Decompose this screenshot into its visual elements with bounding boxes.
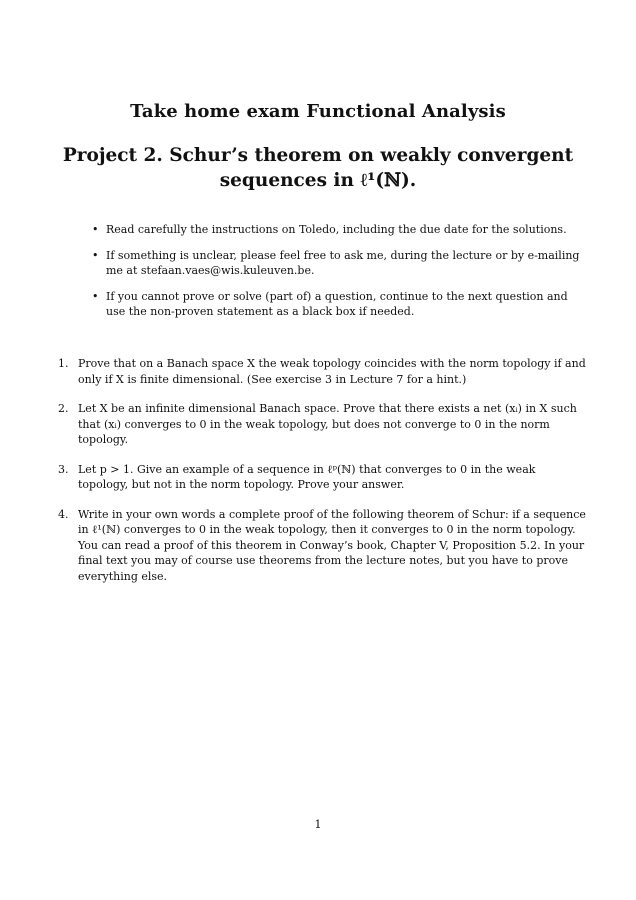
page-title: Take home exam Functional Analysis: [130, 101, 506, 122]
question-number: 1.: [58, 357, 69, 370]
question-text: Write in your own words a complete proof of the following theorem of Schur: if a sequence in ℓ¹(ℕ) converges to 0 in the weak topology, then it converges to 0 in the norm topology. You can read a proof of this theorem in Conway’s book, Chapter V, Proposition 5.2. In your final text you may of course use theorems from the lecture notes, but you have to prove everything else.: [78, 507, 586, 583]
instruction-text: If you cannot prove or solve (part of) a question, continue to the next question and use the non-proven statement as a black box if needed.: [106, 290, 568, 318]
subtitle-line-1: Project 2. Schur’s theorem on weakly convergent: [62, 145, 574, 166]
question-text: Prove that on a Banach space X the weak topology coincides with the norm topology if and only if X is finite dimensional. (See exercise 3 in Lecture 7 for a hint.): [78, 357, 586, 386]
instruction-text: If something is unclear, please feel free to ask me, during the lecture or by e-mailing me at stefaan.vaes@wis.kuleuven.be.: [106, 249, 580, 277]
question-number: 2.: [58, 402, 69, 415]
instruction-item: [92, 289, 587, 319]
question-number: 4.: [58, 507, 69, 521]
instruction-text: Read carefully the instructions on Toledo, including the due date for the solutions.: [106, 223, 567, 236]
subtitle-line-2: sequences in ℓ¹(ℕ).: [219, 170, 417, 191]
question-number: 3.: [58, 462, 69, 476]
question-item: [58, 356, 588, 387]
question-item: [58, 401, 588, 448]
questions-list: [58, 356, 588, 598]
instructions-list: [92, 222, 587, 330]
page-number: 1: [314, 818, 322, 831]
bullet-icon: •: [92, 223, 99, 236]
question-text: Let X be an infinite dimensional Banach space. Prove that there exists a net (xᵢ) in X such that (xᵢ) converges to 0 in the weak topology, but does not converge to 0 in the norm topology.: [78, 402, 577, 446]
question-text: Let p > 1. Give an example of a sequence in ℓᵖ(ℕ) that converges to 0 in the weak topology, but not in the norm topology. Prove your answer.: [78, 462, 536, 491]
project-subtitle: [0, 143, 636, 193]
instruction-item: [92, 222, 587, 237]
bullet-icon: •: [92, 249, 99, 262]
instruction-item: [92, 248, 587, 278]
bullet-icon: •: [92, 290, 99, 303]
question-item: [58, 462, 588, 493]
question-item: [58, 507, 588, 585]
